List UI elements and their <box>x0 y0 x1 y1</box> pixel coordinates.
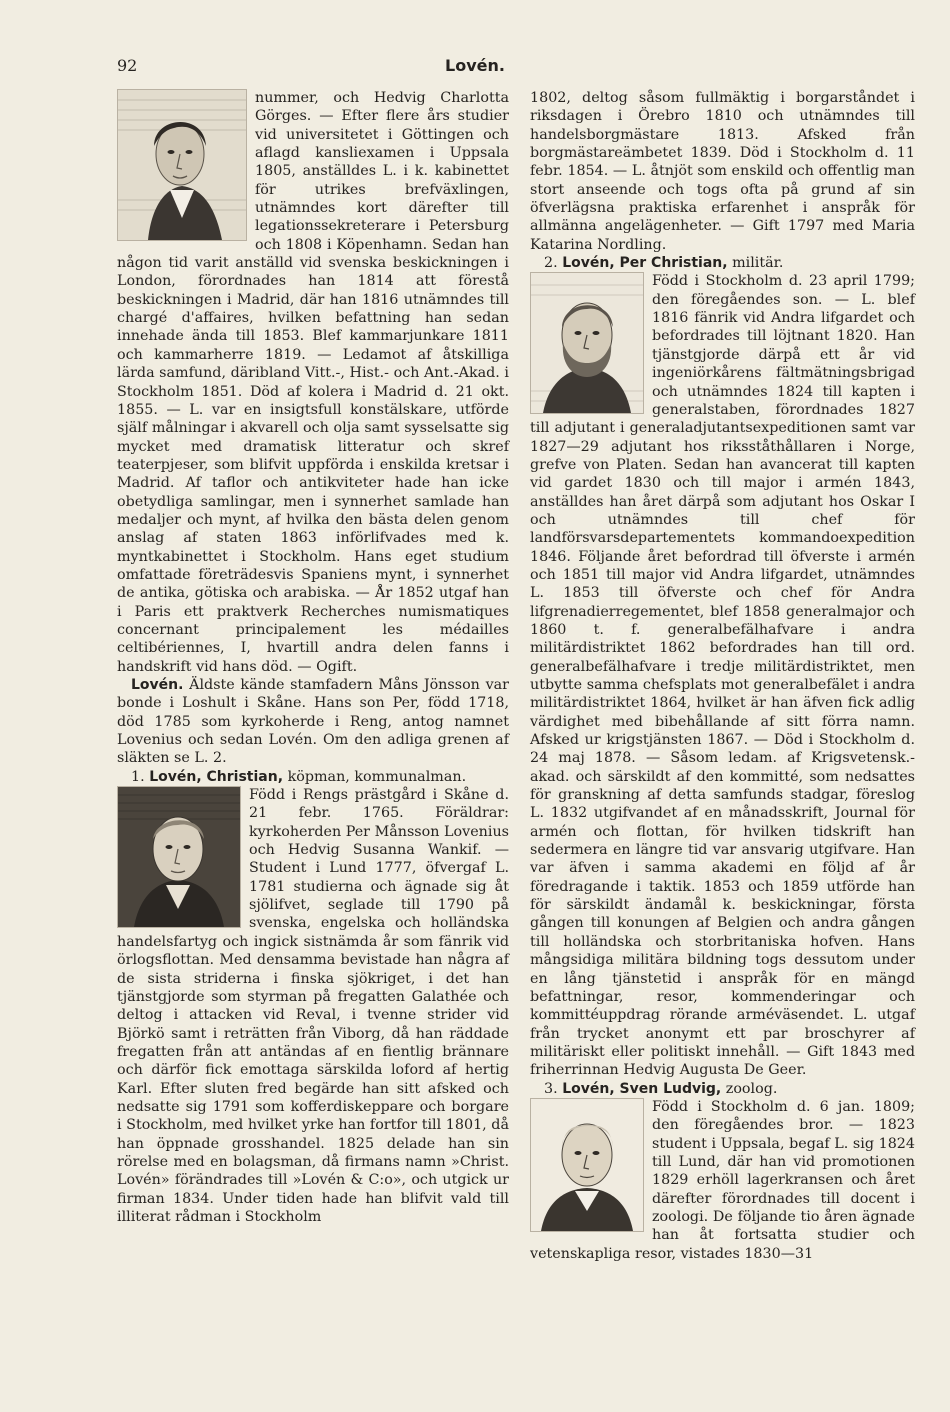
entry-per-christian-text: Född i Stockholm d. 23 april 1799; den föregåendes son. — L. blef 1816 fänrik vid Andra lifgardet och befordrades till löjtnant 1820. Han tjänstgjorde därpå ett år vid ingeniörkårens fältmätningsbrigad och utnämndes 1824 till kapten i generalstaben, förordnades 1827 till adjutant i generaladjutantsexpeditionen samt var 1827—29 adjutant hos riksståthållaren i Norge, grefve von Platen. Sedan han avancerat till kapten vid gardet 1830 och till major i armén 1843, anställdes han året därpå som adjutant hos Oskar I och utnämndes till chef för landförsvarsdepartementets kommandoexpedition 1846. Följande året befordrad till öfverste i armén och 1851 till major vid Andra lifgardet, utnämndes L. 1853 till öfverste och chef för Andra lifgrenadierregementet, blef 1858 generalmajor och 1860 t. f. generalbefälhafvare i andra militärdistriktet 1862 befordrades han till ord. generalbefälhafvare i tredje militärdistriktet, men utbytte samma chefsplats mot generalbefälet i andra militärdistriktet 1864, hvilket är han äfven fick adlig värdighet med bibehållande af sitt förra namn. Afsked ur krigstjänsten 1867. — Död i Stockholm d. 24 maj 1878. — Såsom ledam. af Krigsvetensk.-akad. och särskildt af den kommitté, som nedsattes för granskning af detta samfunds stadgar, föreslog L. 1832 utgifvandet af en månadsskrift, Journal för armén och flottan, för hvilken tidskrift han sedermera en längre tid var ansvarig utgifvare. Han var äfven i samma akademi en följd af år föredragande i taktik. 1853 och 1859 utförde han för särskildt ändamål k. beskickningar, första gången till konungen af Belgien och andra gången till holländska och storbritaniska hofven. Hans mångsidiga militära bildning togs dessutom under en lång tjänstetid i anspråk för en mängd befattningar, resor, kommenderingar och kommittéuppdrag rörande arméväsendet. L. utgaf från trycket anonymt ett par broschyrer af militäriskt eller politiskt innehåll. — Gift 1843 med friherrinnan Hedvig Augusta De Geer. <box>530 273 915 1079</box>
bio-continuation: nummer, och Hedvig Charlotta Görges. — Efter flere års studier vid universitetet i Göttingen och aflagd kansliexamen i Uppsala 1805, anställdes L. i k. kabinettet för utrikes brefväxlingen, utnämndes kort därefter till legationssekreterare i Petersburg och 1808 i Köpenhamn. Sedan han någon tid varit anställd vid svenska beskickningen i London, förordnades han 1814 att förestå beskickningen i Madrid, där han 1816 utnämndes till chargé d'affaires, hvilken befattning han sedan innehade ända till 1853. Blef kammarjunkare 1811 och kammarherre 1819. — Ledamot af åtskilliga lärda samfund, däribland Vitt.-, Hist.- och Ant.-Akad. i Stockholm 1851. Död af kolera i Madrid d. 21 okt. 1855. — L. var en insigtsfull konstälskare, utförde själf målningar i akvarell och olja samt sysselsatte sig mycket med dramatisk litteratur och skref teaterpjeser, som blifvit uppförda i enskilda kretsar i Madrid. Af taflor och antikviteter hade han icke obetydliga samlingar, men i synnerhet samlade han medaljer och mynt, af hvilka den bästa delen genom anslag af staten 1863 införlifvades med k. myntkabinettet i Stockholm. Hans eget studium omfattade företrädesvis Spaniens mynt, i synnerhet de antika, götiska och arabiska. — År 1852 utgaf han i Paris ett praktverk Recherches numismatiques concernant principalement les médailles celtibériennes, I, hvartill andra delen fanns i handskrift vid hans död. — Ogift. <box>117 90 509 675</box>
entry-occupation: köpman, kommunalman. <box>287 768 467 785</box>
portrait-engraving <box>117 786 241 928</box>
entry-number: 3. <box>544 1080 558 1097</box>
entry-occupation: zoolog. <box>725 1080 778 1097</box>
entry-christian <box>117 768 509 786</box>
entry-name: Lovén, Per Christian, <box>562 255 728 272</box>
entry-occupation: militär. <box>732 255 784 272</box>
running-head: Lovén. <box>445 56 505 75</box>
entry-christian-text: Född i Rengs prästgård i Skåne d. 21 febr. 1765. Föräldrar: kyrkoherden Per Månsson Lovenius och Hedvig Susanna Wankif. — Student i Lund 1777, öfvergaf L. 1781 studierna och ägnade sig åt sjölifvet, seglade till 1790 på svenska, engelska och holländska handelsfartyg och ingick sistnämda år som fänrik vid örlogsflottan. Med densamma bevistade han några af de sista striderna i finska sjökriget, i det han tjänstgjorde som styrman på fregatten Galathée och deltog i attacken vid Reval, i tvenne strider vid Björkö samt i reträtten från Viborg, då han räddade fregatten från att antändas af en fientlig brännare och därför fick emottaga särskilda loford af hertig Karl. Efter sluten fred begärde han sitt afsked och nedsatte sig 1791 som kofferdiskeppare och borgare i Stockholm, med hvilket yrke han fortfor till 1801, då han öppnade grosshandel. 1825 delade han sin rörelse med en bolagsman, då firmans namn »Christ. Lovén» förändrades till »Lovén & C:o», och utgick ur firman 1834. Under tiden hade han blifvit vald till illiterat rådman i Stockholm <box>117 787 509 1225</box>
bio-christian-continuation: 1802, deltog såsom fullmäktig i borgarståndet i riksdagen i Örebro 1810 och utnämndes till handelsborgmästare 1813. Afsked från borgmästareämbetet 1839. Död i Stockholm d. 11 febr. 1854. — L. åtnjöt som enskild och offentlig man stort anseende och togs ofta på grund af sin öfverlägsna praktiska erfarenhet i anspråk för allmänna angelägenheter. — Gift 1797 med Maria Katarina Nordling. <box>530 90 915 253</box>
entry-number: 2. <box>544 255 558 272</box>
page-number: 92 <box>117 56 138 75</box>
family-text: Äldste kände stamfadern Måns Jönsson var bonde i Loshult i Skåne. Hans son Per, född 1718, död 1785 som kyrkoherde i Reng, antog namnet Lovenius och sedan Lovén. Om den adliga grenen af släkten se L. 2. <box>117 677 510 767</box>
family-entry <box>117 676 509 768</box>
portrait-engraving <box>530 272 644 414</box>
left-column <box>117 89 509 1226</box>
entry-name: Lovén, Christian, <box>149 768 284 785</box>
family-name: Lovén. <box>131 677 184 693</box>
portrait-engraving <box>117 89 247 241</box>
entry-name: Lovén, Sven Ludvig, <box>562 1080 722 1097</box>
portrait-engraving <box>530 1098 644 1232</box>
entry-sven-ludvig-text: Född i Stockholm d. 6 jan. 1809; den föregåendes bror. — 1823 student i Uppsala, begaf L. sig 1824 till Lund, där han vid promotionen 1829 erhöll lagerkransen och året därefter förordnades till docent i zoologi. De följande tio åren ägnade han åt fortsatta studier och vetenskapliga resor, vistades 1830—31 <box>530 1098 915 1262</box>
right-column <box>530 89 915 1263</box>
entry-sven-ludvig <box>530 1080 915 1098</box>
entry-number: 1. <box>131 768 145 785</box>
entry-per-christian <box>530 254 915 272</box>
page-header <box>0 52 950 82</box>
